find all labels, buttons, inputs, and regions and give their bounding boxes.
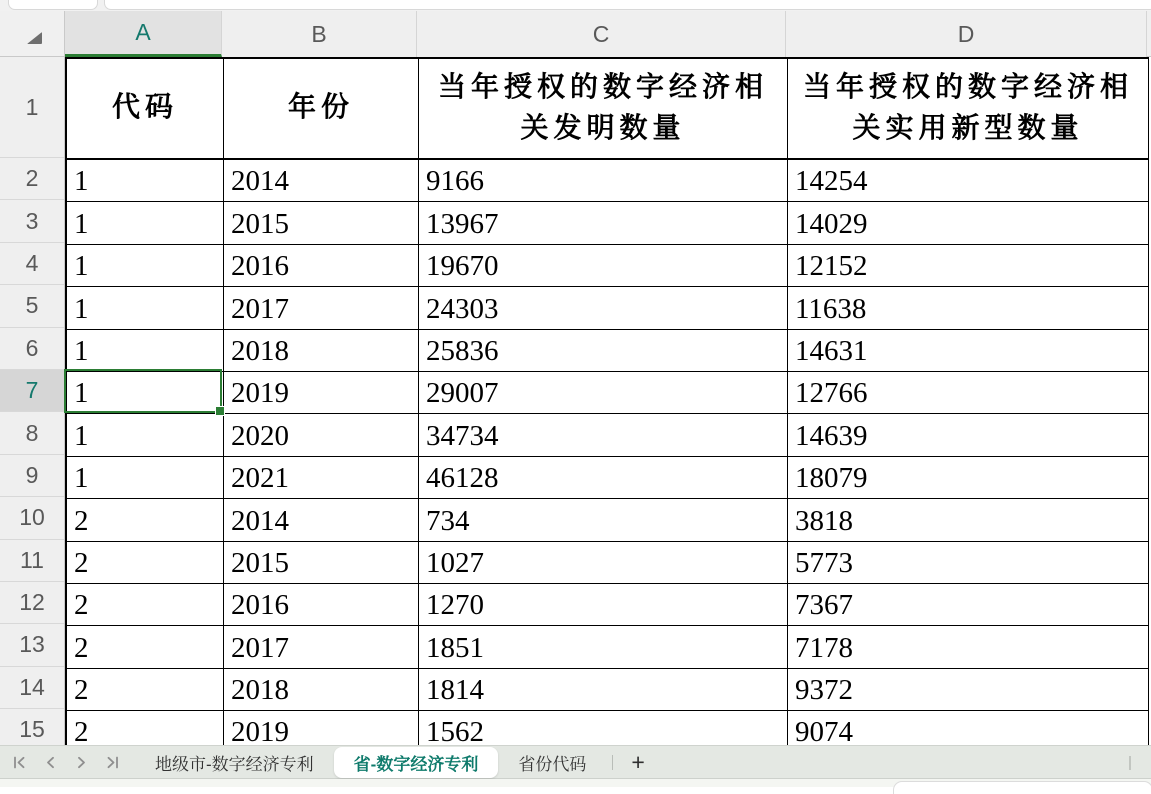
sheet-tab-地级市-数字经济专利[interactable]: 地级市-数字经济专利 [155, 754, 314, 774]
cell[interactable]: 3818 [788, 499, 1149, 541]
formula-bar-edge [0, 0, 1151, 11]
tabbar-right-divider [1129, 756, 1131, 770]
table-row [67, 287, 1149, 329]
table-row [67, 711, 1149, 745]
sheet-tabs [135, 745, 606, 779]
cell[interactable]: 2 [67, 669, 224, 711]
cell[interactable]: 24303 [419, 287, 788, 329]
cell[interactable]: 46128 [419, 457, 788, 499]
cell[interactable]: 年份 [224, 59, 419, 160]
row-header-6[interactable]: 6 [0, 328, 64, 370]
cell[interactable]: 当年授权的数字经济相关实用新型数量 [788, 59, 1149, 160]
cell[interactable]: 14029 [788, 202, 1149, 244]
cell[interactable]: 18079 [788, 457, 1149, 499]
row-header-10[interactable]: 10 [0, 497, 64, 539]
cell[interactable]: 2021 [224, 457, 419, 499]
cell[interactable]: 2017 [224, 287, 419, 329]
cell-area [65, 57, 1149, 745]
previous-sheet-icon[interactable] [41, 754, 59, 770]
last-sheet-icon[interactable] [103, 754, 121, 770]
status-bar-widget-top [893, 781, 1151, 794]
cell[interactable]: 2016 [224, 584, 419, 626]
formula-bar-bottom [104, 0, 1151, 10]
cell[interactable]: 2014 [224, 499, 419, 541]
cell[interactable]: 7367 [788, 584, 1149, 626]
cell[interactable]: 12152 [788, 245, 1149, 287]
row-header-1[interactable]: 1 [0, 57, 64, 158]
row-header-4[interactable]: 4 [0, 243, 64, 285]
table-row [67, 669, 1149, 711]
cell[interactable]: 34734 [419, 414, 788, 456]
cell[interactable]: 1814 [419, 669, 788, 711]
cell[interactable]: 2018 [224, 669, 419, 711]
cell[interactable]: 2018 [224, 330, 419, 372]
cell[interactable]: 1 [67, 160, 224, 202]
next-sheet-icon[interactable] [72, 754, 90, 770]
tab-divider [612, 755, 613, 770]
cell[interactable]: 9372 [788, 669, 1149, 711]
sheet-tab-bar [0, 745, 1151, 779]
cell[interactable]: 1 [67, 287, 224, 329]
row-header-9[interactable]: 9 [0, 455, 64, 497]
cell[interactable]: 14254 [788, 160, 1149, 202]
row-header-7[interactable]: 7 [0, 370, 64, 412]
cell[interactable]: 12766 [788, 372, 1149, 414]
cell[interactable]: 2019 [224, 711, 419, 745]
row-header-2[interactable]: 2 [0, 158, 64, 200]
cell[interactable]: 2 [67, 499, 224, 541]
row-header-11[interactable]: 11 [0, 540, 64, 582]
column-header-D[interactable]: D [786, 11, 1147, 57]
row-header-12[interactable]: 12 [0, 582, 64, 624]
row-header-13[interactable]: 13 [0, 624, 64, 666]
cell[interactable]: 2 [67, 542, 224, 584]
row-header-8[interactable]: 8 [0, 412, 64, 454]
cell[interactable]: 2 [67, 584, 224, 626]
cell[interactable]: 2017 [224, 626, 419, 668]
cell[interactable]: 2014 [224, 160, 419, 202]
cell[interactable]: 代码 [67, 59, 224, 160]
cell[interactable]: 2019 [224, 372, 419, 414]
cell[interactable]: 14639 [788, 414, 1149, 456]
cell[interactable]: 1851 [419, 626, 788, 668]
cell[interactable]: 5773 [788, 542, 1149, 584]
spreadsheet-grid [0, 11, 1151, 745]
cell[interactable]: 2016 [224, 245, 419, 287]
cell[interactable]: 2015 [224, 202, 419, 244]
status-bar-edge [0, 779, 1151, 787]
table-header-row [67, 59, 1149, 160]
table-row [67, 499, 1149, 541]
table-row [67, 542, 1149, 584]
first-sheet-icon[interactable] [10, 754, 28, 770]
row-header-14[interactable]: 14 [0, 667, 64, 709]
cell[interactable]: 29007 [419, 372, 788, 414]
select-all-triangle-icon [27, 32, 42, 44]
cell[interactable]: 13967 [419, 202, 788, 244]
row-header-bar [0, 57, 65, 745]
row-header-3[interactable]: 3 [0, 200, 64, 242]
cell[interactable]: 734 [419, 499, 788, 541]
cell[interactable]: 1027 [419, 542, 788, 584]
cell[interactable]: 9166 [419, 160, 788, 202]
row-header-15[interactable]: 15 [0, 709, 64, 745]
cell[interactable]: 11638 [788, 287, 1149, 329]
cell[interactable]: 25836 [419, 330, 788, 372]
table-row [67, 372, 1149, 414]
table-row [67, 626, 1149, 668]
cell[interactable]: 2020 [224, 414, 419, 456]
add-sheet-button[interactable]: + [631, 748, 645, 775]
cell[interactable]: 14631 [788, 330, 1149, 372]
cell[interactable]: 1 [67, 414, 224, 456]
sheet-tab-省-数字经济专利[interactable]: 省-数字经济专利 [334, 747, 499, 778]
select-all-corner[interactable] [0, 11, 65, 57]
table-row [67, 160, 1149, 202]
cell[interactable]: 2 [67, 711, 224, 745]
cell[interactable]: 19670 [419, 245, 788, 287]
cell[interactable]: 1 [67, 372, 224, 414]
column-header-A[interactable]: A [65, 11, 222, 57]
table-row [67, 457, 1149, 499]
cell[interactable]: 1562 [419, 711, 788, 745]
table-row [67, 414, 1149, 456]
column-header-B[interactable]: B [222, 11, 417, 57]
cell[interactable]: 2015 [224, 542, 419, 584]
cell[interactable]: 2 [67, 626, 224, 668]
sheet-tab-省份代码[interactable]: 省份代码 [518, 754, 587, 774]
cell[interactable]: 1 [67, 245, 224, 287]
sheet-nav-buttons [0, 754, 135, 770]
cell[interactable]: 1 [67, 330, 224, 372]
cell[interactable]: 1 [67, 457, 224, 499]
cell[interactable]: 当年授权的数字经济相关发明数量 [419, 59, 788, 160]
cell[interactable]: 9074 [788, 711, 1149, 745]
cell[interactable]: 1270 [419, 584, 788, 626]
name-box-bottom [8, 0, 98, 10]
column-header-C[interactable]: C [417, 11, 786, 57]
table-row [67, 584, 1149, 626]
cell[interactable]: 1 [67, 202, 224, 244]
table-row [67, 245, 1149, 287]
cell[interactable]: 7178 [788, 626, 1149, 668]
column-header-bar [65, 11, 1151, 57]
table-row [67, 202, 1149, 244]
row-header-5[interactable]: 5 [0, 285, 64, 327]
table-row [67, 330, 1149, 372]
